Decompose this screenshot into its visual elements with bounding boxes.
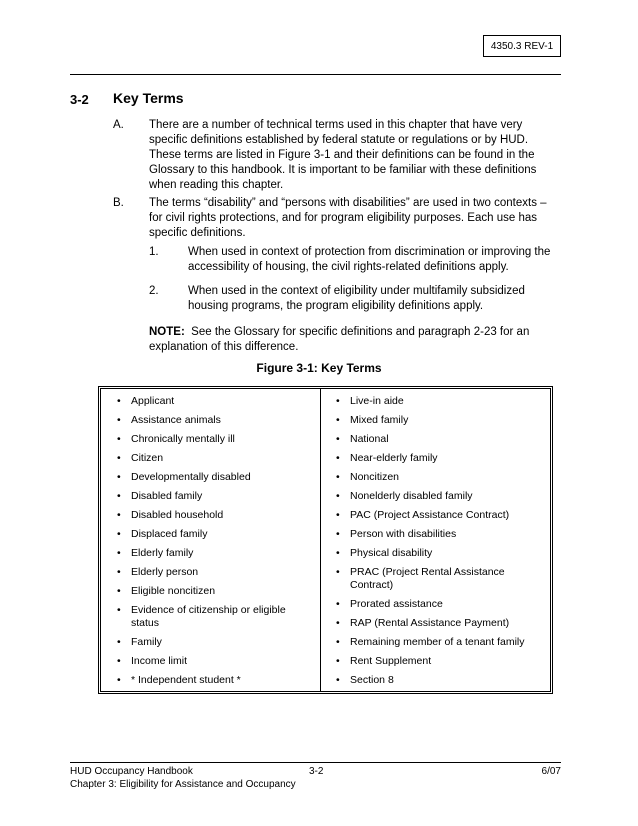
term-item [115,636,315,649]
term-label: PAC (Project Assistance Contract) [350,509,510,521]
term-label: Family [131,636,162,648]
bullet-icon: • [117,604,121,616]
key-terms-table [98,386,553,694]
term-label: Disabled family [131,490,203,502]
term-label: Near-elderly family [350,452,438,464]
bullet-icon: • [336,528,340,540]
right-terms-list [334,395,544,693]
term-label: Assistance animals [131,414,221,426]
term-item [115,566,315,579]
term-label: PRAC (Project Rental Assistance Contract) [350,566,505,591]
paragraph-line: for civil rights protections, and for program eligibility purposes. Each use has [149,212,537,224]
subitem-1 [188,245,563,275]
column-divider [320,389,321,691]
subitem-line: housing programs, the program eligibility definitions apply. [188,300,484,312]
subitem-line: When used in context of protection from discrimination or improving the [188,246,551,258]
bullet-icon: • [117,528,121,540]
term-item [115,433,315,446]
term-item [115,490,315,503]
term-label: Chronically mentally ill [131,433,235,445]
note-line-2: explanation of this difference. [149,341,299,353]
bullet-icon: • [336,547,340,559]
term-label: Disabled household [131,509,224,521]
term-item [334,674,544,687]
bullet-icon: • [117,452,121,464]
term-label: Elderly family [131,547,194,559]
term-item [115,674,315,687]
term-label: Section 8 [350,674,394,686]
term-label: Prorated assistance [350,598,443,610]
bullet-icon: • [117,471,121,483]
bullet-icon: • [117,509,121,521]
term-label: Citizen [131,452,164,464]
term-label: Evidence of citizenship or eligible status [131,604,286,629]
paragraph-line: Glossary to this handbook. It is important to be familiar with these definitions [149,164,537,176]
term-item [115,471,315,484]
bullet-icon: • [336,395,340,407]
term-label: Applicant [131,395,175,407]
document-id-box: 4350.3 REV-1 [483,35,561,57]
bullet-icon: • [117,585,121,597]
footer-chapter: Chapter 3: Eligibility for Assistance and Occupancy [70,779,296,790]
footer-page-number: 3-2 [309,766,324,777]
term-item [334,528,544,541]
subitem-2-number: 2. [149,285,159,297]
term-label: Remaining member of a tenant family [350,636,525,648]
term-label: Eligible noncitizen [131,585,216,597]
term-item [334,636,544,649]
paragraph-b [149,196,564,241]
term-item [115,395,315,408]
term-item [334,395,544,408]
term-item [334,547,544,560]
bullet-icon: • [336,655,340,667]
bullet-icon: • [117,636,121,648]
footer-handbook: HUD Occupancy Handbook [70,766,193,777]
term-label: Rent Supplement [350,655,432,667]
paragraph-line: The terms “disability” and “persons with disabilities” are used in two contexts – [149,197,547,209]
bullet-icon: • [336,509,340,521]
term-item [334,617,544,630]
term-label: National [350,433,389,445]
paragraph-a-letter: A. [113,119,124,131]
footer-rule [70,762,561,763]
term-item [115,509,315,522]
note-line-1 [149,325,559,340]
bullet-icon: • [336,566,340,578]
note [149,325,559,355]
paragraph-line: There are a number of technical terms used in this chapter that have very [149,119,523,131]
section-title: Key Terms [113,90,184,106]
term-item [334,471,544,484]
term-item [334,598,544,611]
bullet-icon: • [336,617,340,629]
term-label: RAP (Rental Assistance Payment) [350,617,510,629]
term-item [334,655,544,668]
term-item [115,414,315,427]
term-item [334,490,544,503]
bullet-icon: • [336,414,340,426]
subitem-line: When used in the context of eligibility under multifamily subsidized [188,285,525,297]
term-label: Income limit [131,655,188,667]
bullet-icon: • [117,414,121,426]
subitem-1-number: 1. [149,246,159,258]
bullet-icon: • [336,433,340,445]
term-label: Developmentally disabled [131,471,251,483]
bullet-icon: • [117,433,121,445]
paragraph-line: when reading this chapter. [149,179,284,191]
term-label: Displaced family [131,528,208,540]
footer-date: 6/07 [541,766,561,777]
term-label: Person with disabilities [350,528,457,540]
term-item [334,433,544,446]
subitem-2 [188,284,563,314]
bullet-icon: • [336,490,340,502]
note-label: NOTE: [149,326,185,338]
bullet-icon: • [336,471,340,483]
term-label: Noncitizen [350,471,400,483]
term-item [115,452,315,465]
bullet-icon: • [336,452,340,464]
bullet-icon: • [117,490,121,502]
term-item [334,566,544,592]
term-label: * Independent student * [131,674,241,686]
term-item [115,604,315,630]
left-terms-list [115,395,315,693]
bullet-icon: • [117,655,121,667]
term-item [115,528,315,541]
paragraph-a [149,118,559,193]
term-label: Mixed family [350,414,409,426]
header-rule [70,74,561,75]
subitem-line: accessibility of housing, the civil rights-related definitions apply. [188,261,509,273]
note-text: See the Glossary for specific definitions and paragraph 2-23 for an [184,326,530,338]
term-item [334,509,544,522]
bullet-icon: • [336,598,340,610]
paragraph-b-letter: B. [113,197,124,209]
bullet-icon: • [336,674,340,686]
section-number: 3-2 [70,92,89,107]
bullet-icon: • [336,636,340,648]
term-item [115,585,315,598]
paragraph-line: specific definitions established by federal statute or regulations or by HUD. [149,134,529,146]
term-item [334,414,544,427]
paragraph-line: specific definitions. [149,227,246,239]
term-item [115,655,315,668]
bullet-icon: • [117,674,121,686]
bullet-icon: • [117,566,121,578]
figure-caption: Figure 3-1: Key Terms [256,361,382,375]
term-label: Live-in aide [350,395,404,407]
term-item [334,452,544,465]
term-label: Nonelderly disabled family [350,490,473,502]
bullet-icon: • [117,547,121,559]
paragraph-line: These terms are listed in Figure 3-1 and their definitions can be found in the [149,149,535,161]
term-label: Physical disability [350,547,433,559]
term-item [115,547,315,560]
bullet-icon: • [117,395,121,407]
term-label: Elderly person [131,566,199,578]
